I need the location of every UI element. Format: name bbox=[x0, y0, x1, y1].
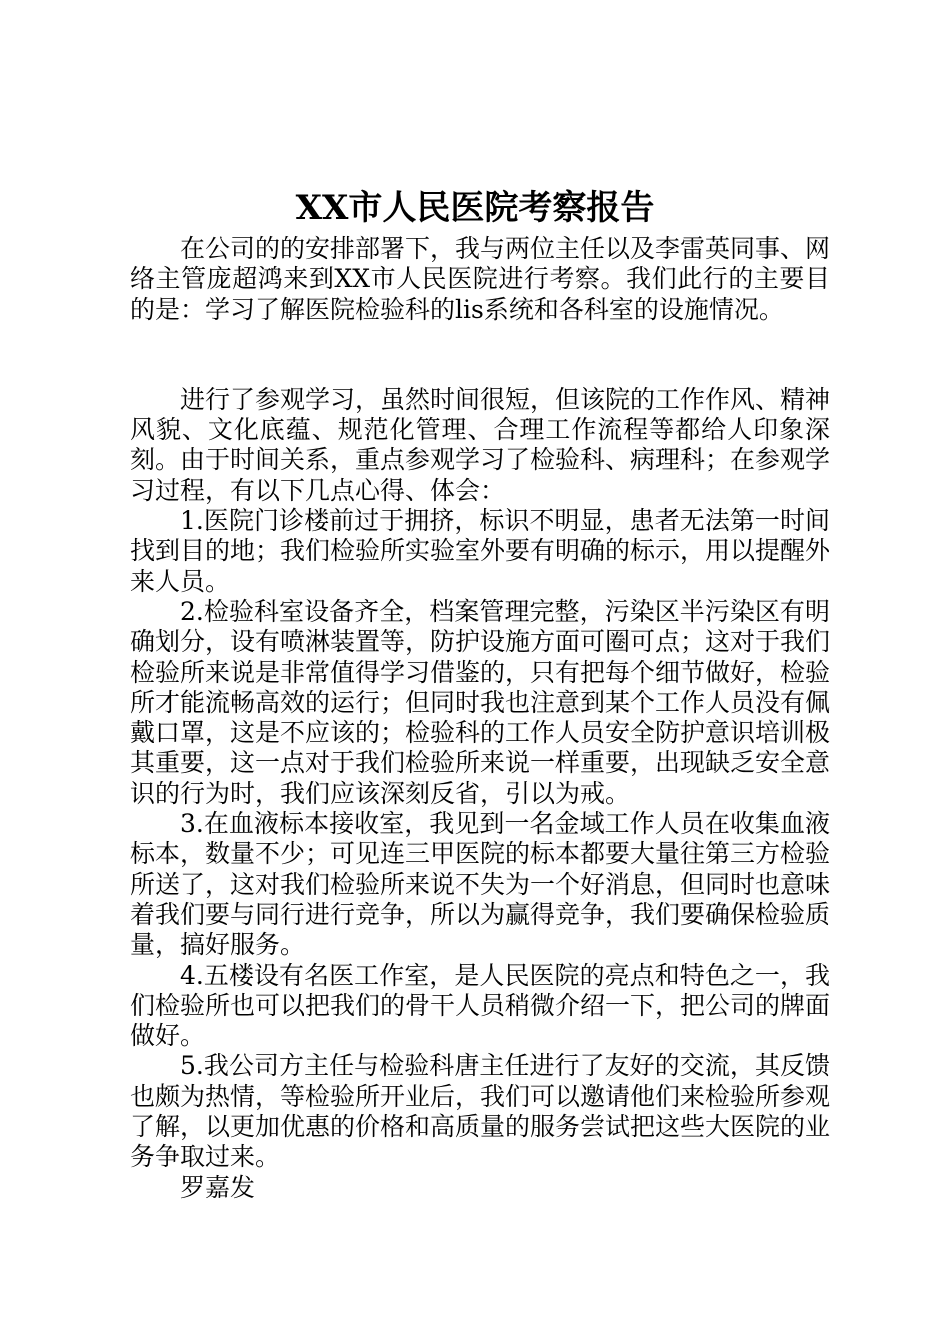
paragraph-overview: 进行了参观学习，虽然时间很短，但该院的工作作风、精神风貌、文化底蕴、规范化管理、合理工作流程等都给人印象深刻。由于时间关系，重点参观学习了检验科、病理科；在参观学习过程，有以下几点心得、体会： bbox=[130, 384, 831, 505]
paragraph-point-5: 5.我公司方主任与检验科唐主任进行了友好的交流，其反馈也颇为热情，等检验所开业后，我们可以邀请他们来检验所参观了解，以更加优惠的价格和高质量的服务尝试把这些大医院的业务争取过来。 bbox=[130, 1051, 831, 1172]
paragraph-point-1: 1.医院门诊楼前过于拥挤，标识不明显，患者无法第一时间找到目的地；我们检验所实验室外要有明确的标示，用以提醒外来人员。 bbox=[130, 506, 831, 596]
document-title: XX市人民医院考察报告 bbox=[295, 188, 655, 228]
paragraph-intro: 在公司的的安排部署下，我与两位主任以及李雷英同事、网络主管庞超鸿来到XX市人民医院进行考察。我们此行的主要目的是：学习了解医院检验科的lis系统和各科室的设施情况。 bbox=[130, 234, 831, 324]
paragraph-spacer bbox=[130, 325, 830, 385]
document-body bbox=[130, 234, 830, 1203]
paragraph-point-3: 3.在血液标本接收室，我见到一名金域工作人员在收集血液标本，数量不少；可见连三甲医院的标本都要大量往第三方检验所送了，这对我们检验所来说不失为一个好消息，但同时也意味着我们要与同行进行竞争，所以为赢得竞争，我们要确保检验质量，搞好服务。 bbox=[130, 809, 831, 960]
paragraph-point-4: 4.五楼设有名医工作室，是人民医院的亮点和特色之一，我们检验所也可以把我们的骨干人员稍微介绍一下，把公司的牌面做好。 bbox=[130, 960, 831, 1051]
paragraph-point-2: 2.检验科室设备齐全，档案管理完整，污染区半污染区有明确划分，设有喷淋装置等，防护设施方面可圈可点；这对于我们检验所来说是非常值得学习借鉴的，只有把每个细节做好，检验所才能流畅高效的运行；但同时我也注意到某个工作人员没有佩戴口罩，这是不应该的；检验科的工作人员安全防护意识培训极其重要，这一点对于我们检验所来说一样重要，出现缺乏安全意识的行为时，我们应该深刻反省，引以为戒。 bbox=[130, 596, 831, 808]
signature: 罗嘉发 bbox=[180, 1172, 256, 1202]
